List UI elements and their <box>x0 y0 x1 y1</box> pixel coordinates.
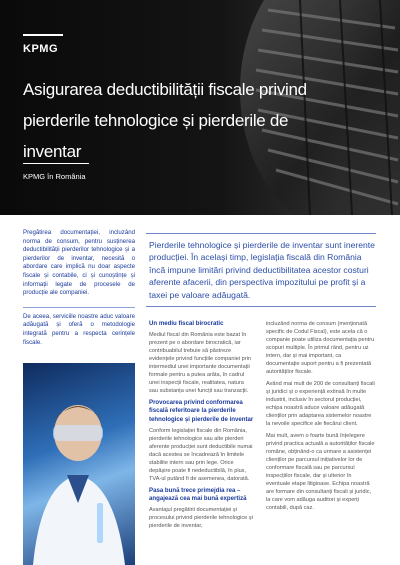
middle-column <box>149 320 254 534</box>
firm-name: KPMG în România <box>23 172 86 181</box>
body-paragraph: Mai mult, avem o foarte bună înțelegere privind practica actuală a autorităților fiscale române, obținând-o ca urmare a asistenței clienților pe parcursul inițiativelor lor de conformare fiscală sau pe parcursul inspecțiilor fiscale, dar și ulterior în eventuale etape litigioase. Echipa noastră are formare din consultanți fiscali și juridic, la care vom adăuga auditori și experți contabili, după caz. <box>266 433 375 511</box>
body-paragraph: Având mai mult de 200 de consultanți fiscali și juridici și o experiență extinsă în multe industrii, inclusiv în sectorul producției, echipa noastră aduce valoare adăugată clienților prin adaptarea sistemelor noastre la nevoile specifice ale fiecărui client. <box>266 381 375 427</box>
section-heading: Pasa bună trece primejdia rea – angajează cea mai bună expertiză <box>149 486 247 503</box>
body-paragraph: Avantajul pregătirii documentației și procesului privind pierderile tehnologice și pierderile de inventar, <box>149 507 253 530</box>
hero-banner <box>0 0 400 215</box>
quote-divider-top <box>146 233 376 234</box>
body-paragraph: Conform legislației fiscale din România, pierderile tehnologice sau alte pierderi aferente producției sunt deductibile numai dacă acestea se încadrează în limitele stabilite intern sau prin lege. Orice depășire poate fi nedeductibilă, în plus, TVA-ul putând fi de asemenea, datorată. <box>149 427 253 482</box>
logo-text: KPMG <box>23 43 58 55</box>
scientist-photo <box>23 363 135 565</box>
body-paragraph: Mediul fiscal din România este bazat în prezent pe o abordare birocratică, iar contribuabilul trebuie să păstreze evidențele privind funcțiile companiei prin intermediul unei importante documentații formale pentru a putea arăta, în cadrul unei inspecții fiscale, realitatea, natura sau substanța unei funcții sau tranzacții. <box>149 332 251 395</box>
body-paragraph: incluzând norma de consum (menționată specific de Codul Fiscal), este acela că o companie poate utiliza documentația pentru scopuri multiple. În primul rând, pentru uz intern, dar și mai important, ca documentație suport pentru a fi prezentată autorităților fiscale. <box>266 321 375 375</box>
divider <box>23 307 135 308</box>
section-heading: Un mediu fiscal birocratic <box>149 320 224 327</box>
intro-paragraph-2: De aceea, serviciile noastre aduc valoare adăugată și oferă o metodologie integrată pentru a respecta cerințele fiscale. <box>23 312 135 346</box>
kpmg-logo <box>23 34 63 55</box>
divider <box>23 163 89 164</box>
intro-paragraph: Pregătirea documentației, incluzând norma de consum, pentru susținerea deductibilității pierderilor tehnologice și a pierderilor de inventar, necesită o abordare care implică nu doar aspecte fiscale și contabile, ci și cunoștințe și informații legate de procesele de producție ale companiei. <box>23 229 135 297</box>
scientist-illustration <box>23 363 135 565</box>
pull-quote: Pierderile tehnologice și pierderile de inventar sunt inerente producției. În același timp, legislația fiscală din România încă impune limitări privind deductibilitatea acestor costuri aferente afacerii, din perspectiva impozitului pe profit și a taxei pe valoare adăugată. <box>149 240 375 300</box>
right-column <box>266 320 376 516</box>
left-column <box>23 229 135 347</box>
quote-divider-bottom <box>146 306 376 307</box>
logo-mark-icon <box>23 34 63 42</box>
page-title: Asigurarea deductibilității fiscale privind pierderile tehnologice și pierderile de inventar <box>23 80 307 161</box>
section-heading: Provocarea privind conformarea fiscală referitoare la pierderile tehnologice și pierderile de inventar <box>149 399 254 423</box>
